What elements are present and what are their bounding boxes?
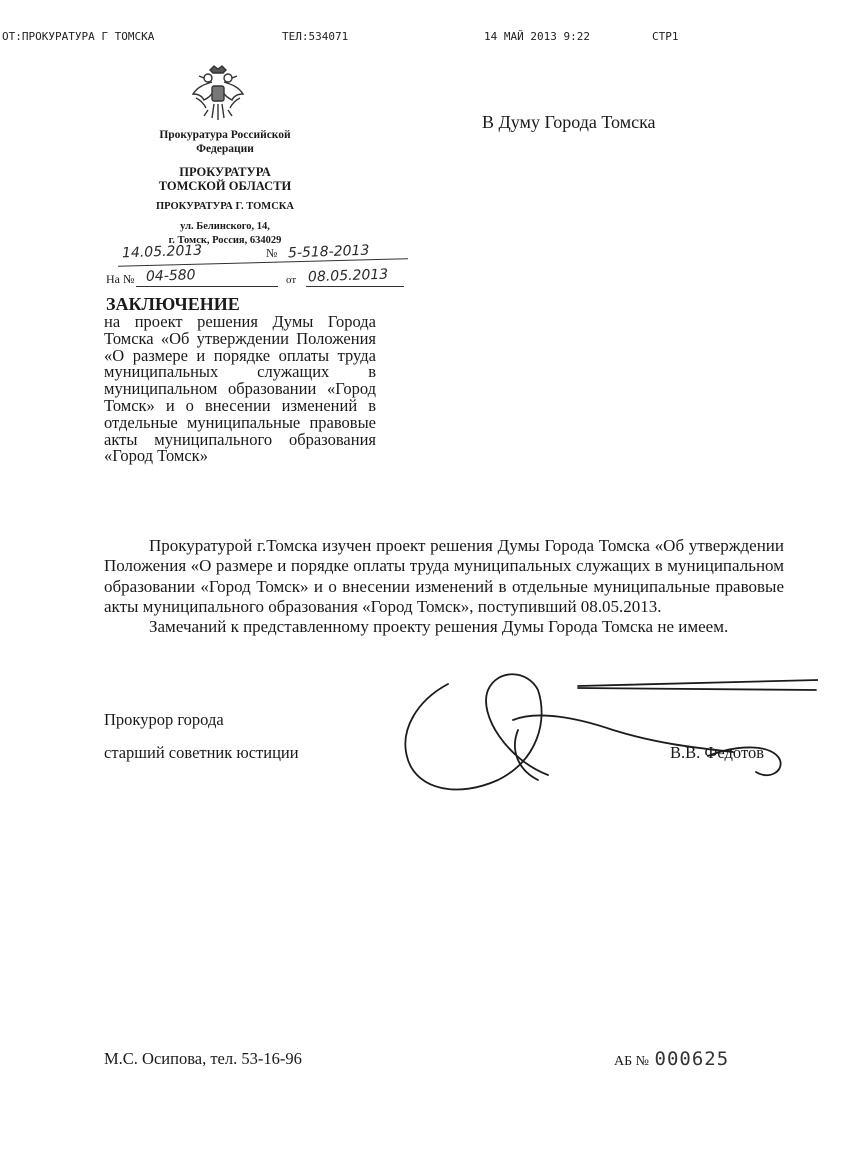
- reference-registration: [106, 268, 406, 290]
- outgoing-registration: [118, 244, 410, 266]
- letter-body: [104, 536, 784, 637]
- regional-office-line-2: ТОМСКОЙ ОБЛАСТИ: [158, 179, 292, 193]
- signatory-title-line-1: Прокурор города: [104, 710, 224, 729]
- fax-date-time: 14 МАЙ 2013 9:22: [484, 30, 590, 43]
- sender-block: [100, 128, 350, 248]
- outgoing-date: 14.05.2013: [121, 242, 203, 262]
- body-paragraph-2: Замечаний к представленному проекту решения Думы Города Томска не имеем.: [149, 617, 729, 637]
- regional-office-line-1: ПРОКУРАТУРА: [179, 165, 271, 179]
- fax-tel: ТЕЛ:534071: [282, 30, 349, 43]
- address-line-1: ул. Белинского, 14,: [180, 221, 270, 232]
- executor: М.С. Осипова, тел. 53-16-96: [104, 1049, 302, 1068]
- recipient: В Думу Города Томска: [482, 112, 656, 132]
- reference-number: 04-580: [145, 267, 196, 285]
- reference-date: 08.05.2013: [307, 266, 389, 286]
- handwritten-signature: [388, 660, 818, 800]
- body-paragraph-1: Прокуратурой г.Томска изучен проект решения Думы Города Томска «Об утверждении Положения «О размере и порядке оплаты труда муниципальных служащих в муниципальном образовании «Город Томск» и о внесении изменений в отдельные муниципальные правовые акты муниципального образования «Город Томск», поступивший 08.05.2013.: [104, 536, 784, 616]
- reference-label: На №: [106, 272, 135, 286]
- serial-label: АБ №: [614, 1054, 650, 1069]
- conclusion-subject: на проект решения Думы Города Томска «Об утверждении Положения «О размере и порядке оплаты труда муниципальных служащих в муниципальном образовании «Город Томск» и о внесении изменений в отдельные муниципальные правовые акты муниципального образования «Город Томск»: [104, 312, 376, 466]
- reference-date-label: от: [286, 274, 297, 286]
- serial-number: 000625: [654, 1048, 730, 1070]
- address-line-2: г. Томск, Россия, 634029: [168, 235, 282, 246]
- reference-number-underline: [136, 286, 278, 287]
- number-sign: №: [266, 246, 278, 260]
- outgoing-number: 5-518-2013: [287, 242, 370, 262]
- conclusion-title: ЗАКЛЮЧЕНИЕ: [106, 294, 240, 314]
- org-name-line-1: Прокуратура Российской: [159, 129, 291, 141]
- fax-header: [0, 30, 850, 46]
- city-office: ПРОКУРАТУРА Г. ТОМСКА: [156, 201, 294, 212]
- signatory-title-line-2: старший советник юстиции: [104, 743, 299, 762]
- signatory-name: В.В. Федотов: [670, 743, 764, 762]
- reference-date-underline: [306, 286, 404, 287]
- double-headed-eagle-emblem-icon: [190, 64, 246, 122]
- fax-page: СТР1: [652, 30, 679, 43]
- form-serial: [614, 1048, 729, 1070]
- fax-from: ОТ:ПРОКУРАТУРА Г ТОМСКА: [2, 30, 155, 43]
- org-name-line-2: Федерации: [196, 143, 254, 155]
